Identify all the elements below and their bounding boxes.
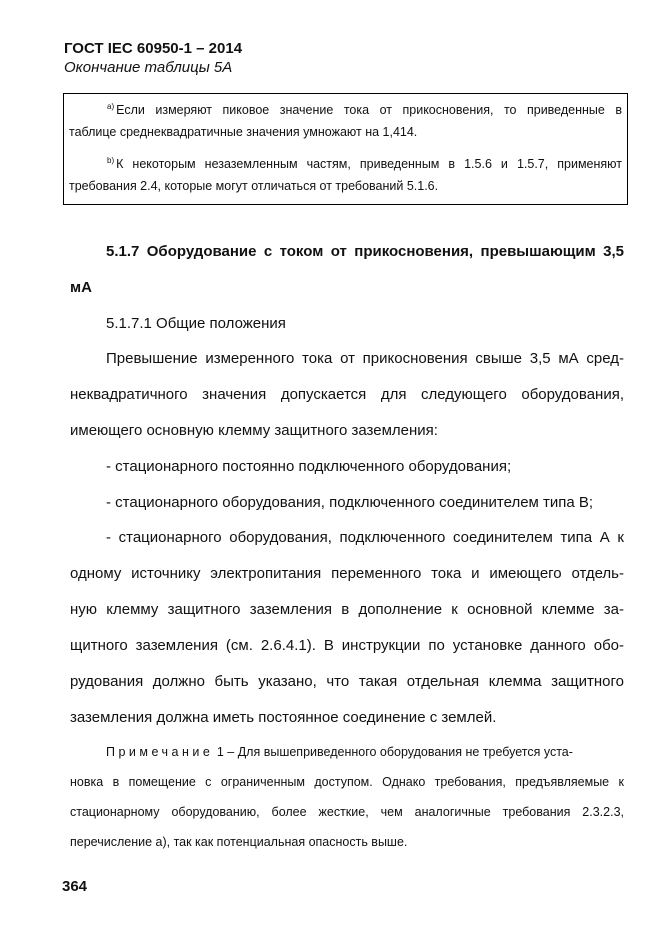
list-item-2: - стационарного оборудования, подключенного соединителем типа В; [106, 494, 594, 511]
footnote-a-text-1: Если измеряют пиковое значение тока от прикосновения, то приведенные в [116, 103, 622, 117]
list-item-3-line-1: - стационарного оборудования, подключенного соединителем типа А к [106, 529, 624, 546]
list-item-3-line-3: ную клемму защитного заземления в дополнение к основной клемме за- [70, 601, 624, 618]
note-number: 1 [216, 745, 224, 759]
footnote-b-text-1: К некоторым незаземленным частям, приведенным в 1.5.6 и 1.5.7, применяют [116, 157, 622, 171]
footnote-b-marker: b) [107, 156, 115, 165]
section-heading-line-2: мА [70, 279, 92, 296]
note-label: Примечание [106, 745, 214, 759]
list-item-3-line-5: рудования должно быть указано, что такая отдельная клемма защитного [70, 673, 624, 690]
note-1-line-1 [106, 745, 624, 759]
subsection-heading: 5.1.7.1 Общие положения [106, 315, 286, 332]
note-1-line-2: новка в помещение с ограниченным доступом. Однако требования, предъявляемые к [70, 775, 624, 789]
table-footnotes-box [63, 93, 628, 205]
paragraph-1-line-2: неквадратичного значения допускается для следующего оборудования, [70, 386, 624, 403]
list-item-3-line-6: заземления должна иметь постоянное соединение с землей. [70, 709, 497, 726]
note-line-1-text: – Для вышеприведенного оборудования не требуется уста- [227, 745, 573, 759]
footnote-a-marker: a) [107, 102, 115, 111]
paragraph-1-line-3: имеющего основную клемму защитного заземления: [70, 422, 438, 439]
list-item-3-line-4: щитного заземления (см. 2.6.4.1). В инструкции по установке данного обо- [70, 637, 624, 654]
paragraph-1-line-1: Превышение измеренного тока от прикосновения свыше 3,5 мА сред- [106, 350, 624, 367]
document-title: ГОСТ IEC 60950-1 – 2014 [64, 40, 243, 57]
note-1-line-3: стационарному оборудованию, более жесткие, чем аналогичные требования 2.3.2.3, [70, 805, 624, 819]
section-heading-line-1: 5.1.7 Оборудование с током от прикосновения, превышающим 3,5 [106, 243, 624, 260]
list-item-3-line-2: одному источнику электропитания переменного тока и имеющего отдель- [70, 565, 624, 582]
footnote-a-line-2: таблице среднеквадратичные значения умножают на 1,414. [69, 125, 418, 139]
table-continuation-caption: Окончание таблицы 5А [64, 59, 233, 76]
note-1-line-4: перечисление а), так как потенциальная опасность выше. [70, 835, 408, 849]
list-item-1: - стационарного постоянно подключенного оборудования; [106, 458, 512, 475]
page-number: 364 [62, 878, 88, 895]
footnote-b-line-2: требования 2.4, которые могут отличаться от требований 5.1.6. [69, 179, 439, 193]
